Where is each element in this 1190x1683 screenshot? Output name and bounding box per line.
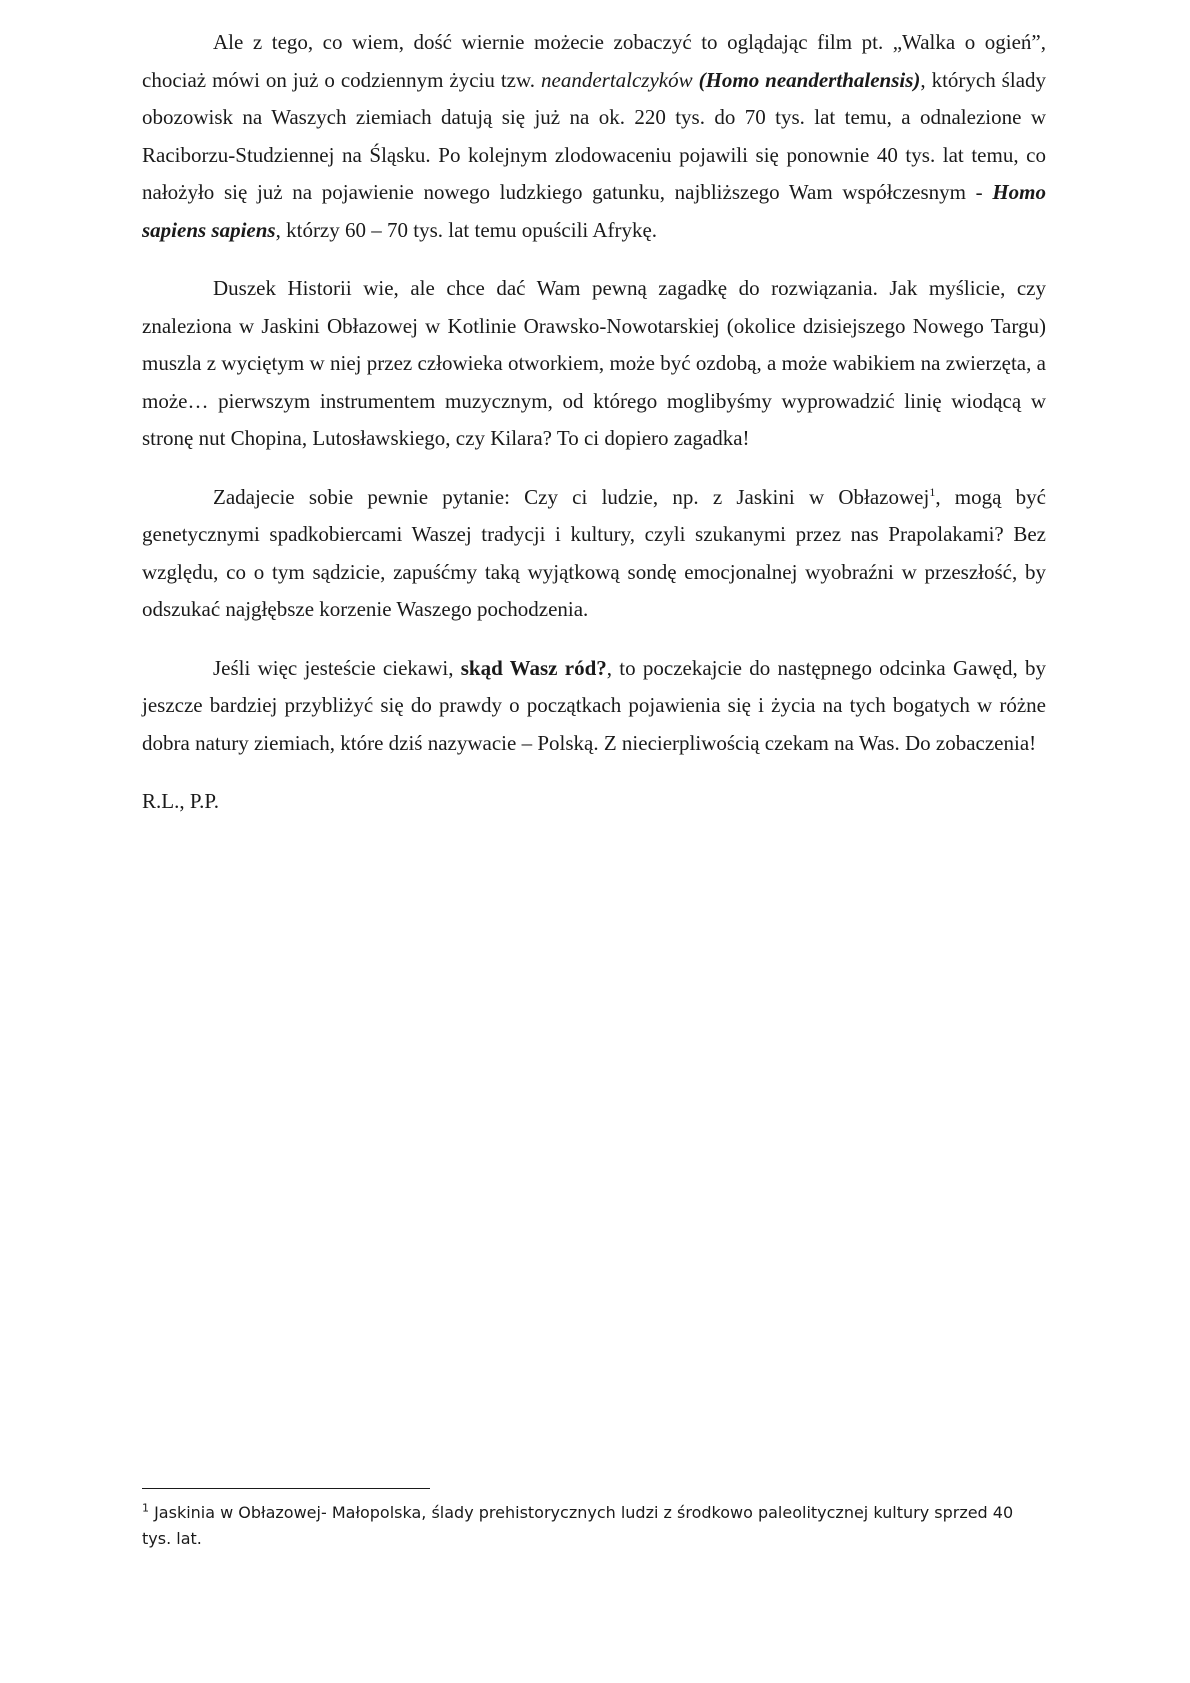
bold-phrase: skąd Wasz ród? [460, 655, 607, 680]
paragraph-3: Zadajecie sobie pewnie pytanie: Czy ci ludzie, np. z Jaskini w Obłazowej$^1$, mogą być genetycznymi spadkobiercami Waszej tradycji i kultury, czyli szukanymi przez nas Prapolakami? Bez względu, co o tym sądzicie, zapuśćmy taką wyjątkową sondę emocjonalnej wyobraźni w przeszłość, by odszukać najgłębsze korzenie Waszego pochodzenia. [142, 484, 1046, 621]
footnote-text: Jaskinia w Obłazowej- Małopolska, ślady prehistorycznych ludzi z środkowo paleolitycznej kultury sprzed 40 tys. lat. [142, 1503, 1014, 1548]
signature: R.L., P.P. [142, 789, 220, 813]
footnote [142, 1500, 1042, 1552]
paragraph-2: Duszek Historii wie, ale chce dać Wam pewną zagadkę do rozwiązania. Jak myślicie, czy znaleziona w Jaskini Obłazowej w Kotlinie Orawsko-Nowotarskiej (okolice dzisiejszego Nowego Targu) muszla z wyciętym w niej przez człowieka otworkiem, może być ozdobą, a może wabikiem na zwierzęta, a może… pierwszym instrumentem muzycznym, od którego moglibyśmy wyprowadzić linię wiodącą w stronę nut Chopina, Lutosławskiego, czy Kilara? To ci dopiero zagadka! [142, 276, 1046, 450]
footnote-reference[interactable]: 1 [929, 484, 936, 499]
italic-term: neandertalczyków [541, 67, 693, 92]
paragraph-1: Ale z tego, co wiem, dość wiernie możecie zobaczyć to oglądając film pt. „Walka o ogień”, chociaż mówi on już o codziennym życiu tzw. neandertalczyków (Homo neanderthalensis), których ślady obozowisk na Waszych ziemiach datują się już na ok. 220 tys. do 70 tys. lat temu, a odnalezione w Raciborzu-Studziennej na Śląsku. Po kolejnym zlodowaceniu pojawili się ponownie 40 tys. lat temu, co nałożyło się już na pojawienie nowego ludzkiego gatunku, najbliższego Wam współczesnym - Homo sapiens sapiens, którzy 60 – 70 tys. lat temu opuścili Afrykę. [142, 30, 1047, 242]
bold-italic-term: (Homo neanderthalensis) [698, 67, 921, 92]
body-text [142, 24, 1046, 842]
paragraph-4: Jeśli więc jesteście ciekawi, skąd Wasz ród?, to poczekajcie do następnego odcinka Gawęd, by jeszcze bardziej przybliżyć się do prawdy o początkach pojawienia się i życia na tych bogatych w różne dobra natury ziemiach, które dziś nazywacie – Polską. Z niecierpliwością czekam na Was. Do zobaczenia! [142, 655, 1046, 755]
footnote-separator [142, 1488, 430, 1489]
footnote-number: 1 [142, 1501, 149, 1515]
bold-italic-term-2: Homo sapiens sapiens [142, 180, 1046, 242]
